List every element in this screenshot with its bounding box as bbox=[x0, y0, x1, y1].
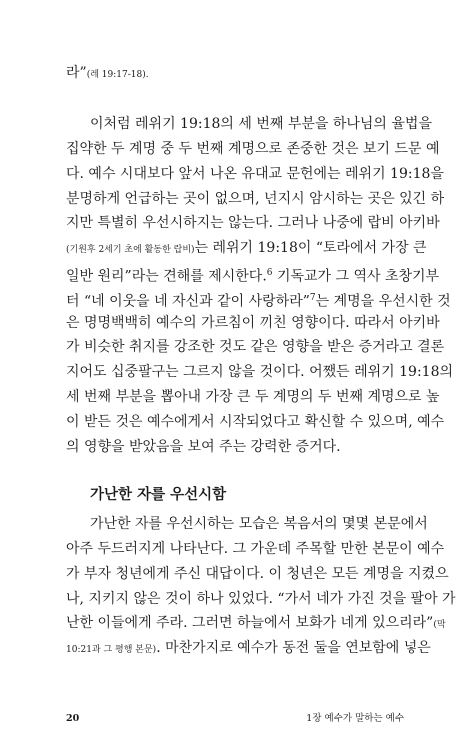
citation: (막 bbox=[433, 620, 446, 630]
body-line-7 bbox=[66, 239, 427, 259]
text-run: 라 bbox=[66, 65, 80, 81]
citation: (레 19:17-18). bbox=[86, 70, 149, 80]
body-line-3: 집약한 두 계명 중 두 번째 계명으로 존중한 것은 보기 드문 예 bbox=[66, 141, 440, 157]
body-line-6: 지만 특별히 우선시하지는 않는다. 그러나 나중에 랍비 아키바 bbox=[66, 215, 440, 231]
body-line-10: 은 명명백백히 예수의 가르침이 끼친 영향이다. 따라서 아키바 bbox=[66, 315, 440, 331]
footnote-marker: 7 bbox=[309, 293, 316, 303]
footnote-marker: 6 bbox=[266, 268, 273, 278]
body-line-8 bbox=[66, 264, 440, 286]
parenthetical-note: (기원후 2세기 초에 활동한 랍비) bbox=[66, 245, 195, 255]
text-run: 기독교가 그 역사 초창기부 bbox=[272, 268, 440, 285]
text-run: 난한 이들에게 주라. 그러면 하늘에서 보화가 네게 있으리라” bbox=[66, 615, 434, 631]
body-line-21 bbox=[66, 639, 431, 659]
citation: 10:21과 그 평행 본문) bbox=[66, 645, 157, 655]
body-line-4: 다. 예수 시대보다 앞서 나온 유대교 문헌에는 레위기 19:18을 bbox=[66, 166, 444, 182]
text-run: 일반 원리”라는 견해를 제시한다. bbox=[66, 268, 267, 285]
body-line-18: 가 부자 청년에게 주신 대답이다. 이 청년은 모든 계명을 지켰으 bbox=[66, 566, 449, 582]
text-run: ” bbox=[79, 65, 87, 81]
text-run: . 마찬가지로 예수가 동전 둘을 연보함에 넣은 bbox=[156, 640, 431, 656]
text-run: 는 계명을 우선시한 것 bbox=[315, 293, 451, 310]
page-number: 20 bbox=[66, 713, 80, 724]
body-line-20 bbox=[66, 614, 446, 634]
body-line-2: 이처럼 레위기 19:18의 세 번째 부분을 하나님의 율법을 bbox=[90, 116, 432, 132]
body-line-9 bbox=[66, 289, 451, 311]
body-line-15: 의 영향을 받았음을 보여 주는 강력한 증거다. bbox=[66, 439, 341, 455]
body-line-16: 가난한 자를 우선시하는 모습은 복음서의 몇몇 본문에서 bbox=[90, 516, 428, 532]
body-line-17: 아주 두드러지게 나타난다. 그 가운데 주목할 만한 본문이 예수 bbox=[66, 541, 445, 557]
section-heading: 가난한 자를 우선시함 bbox=[90, 486, 227, 503]
body-line-1 bbox=[66, 64, 404, 84]
text-run: 터 “네 이웃을 네 자신과 같이 사랑하라” bbox=[66, 293, 310, 310]
body-line-12: 지어도 십중팔구는 그르지 않을 것이다. 어쨌든 레위기 19:18의 bbox=[66, 364, 453, 380]
body-line-19: 나, 지키지 않은 것이 하나 있었다. “가서 네가 가진 것을 팔아 가 bbox=[66, 591, 456, 607]
body-line-14: 이 받든 것은 예수에게서 시작되었다고 확신할 수 있으며, 예수 bbox=[66, 414, 445, 430]
running-head: 1장 예수가 말하는 예수 bbox=[306, 713, 404, 724]
body-line-13: 세 번째 부분을 뽑아내 가장 큰 두 계명의 두 번째 계명으로 높 bbox=[66, 389, 440, 405]
text-run: 는 레위기 19:18이 “토라에서 가장 큰 bbox=[194, 240, 427, 256]
body-line-11: 가 비슷한 취지를 강조한 것도 같은 영향을 받은 증거라고 결론 bbox=[66, 339, 445, 355]
body-line-5: 분명하게 언급하는 곳이 없으며, 넌지시 암시하는 곳은 있긴 하 bbox=[66, 191, 445, 207]
